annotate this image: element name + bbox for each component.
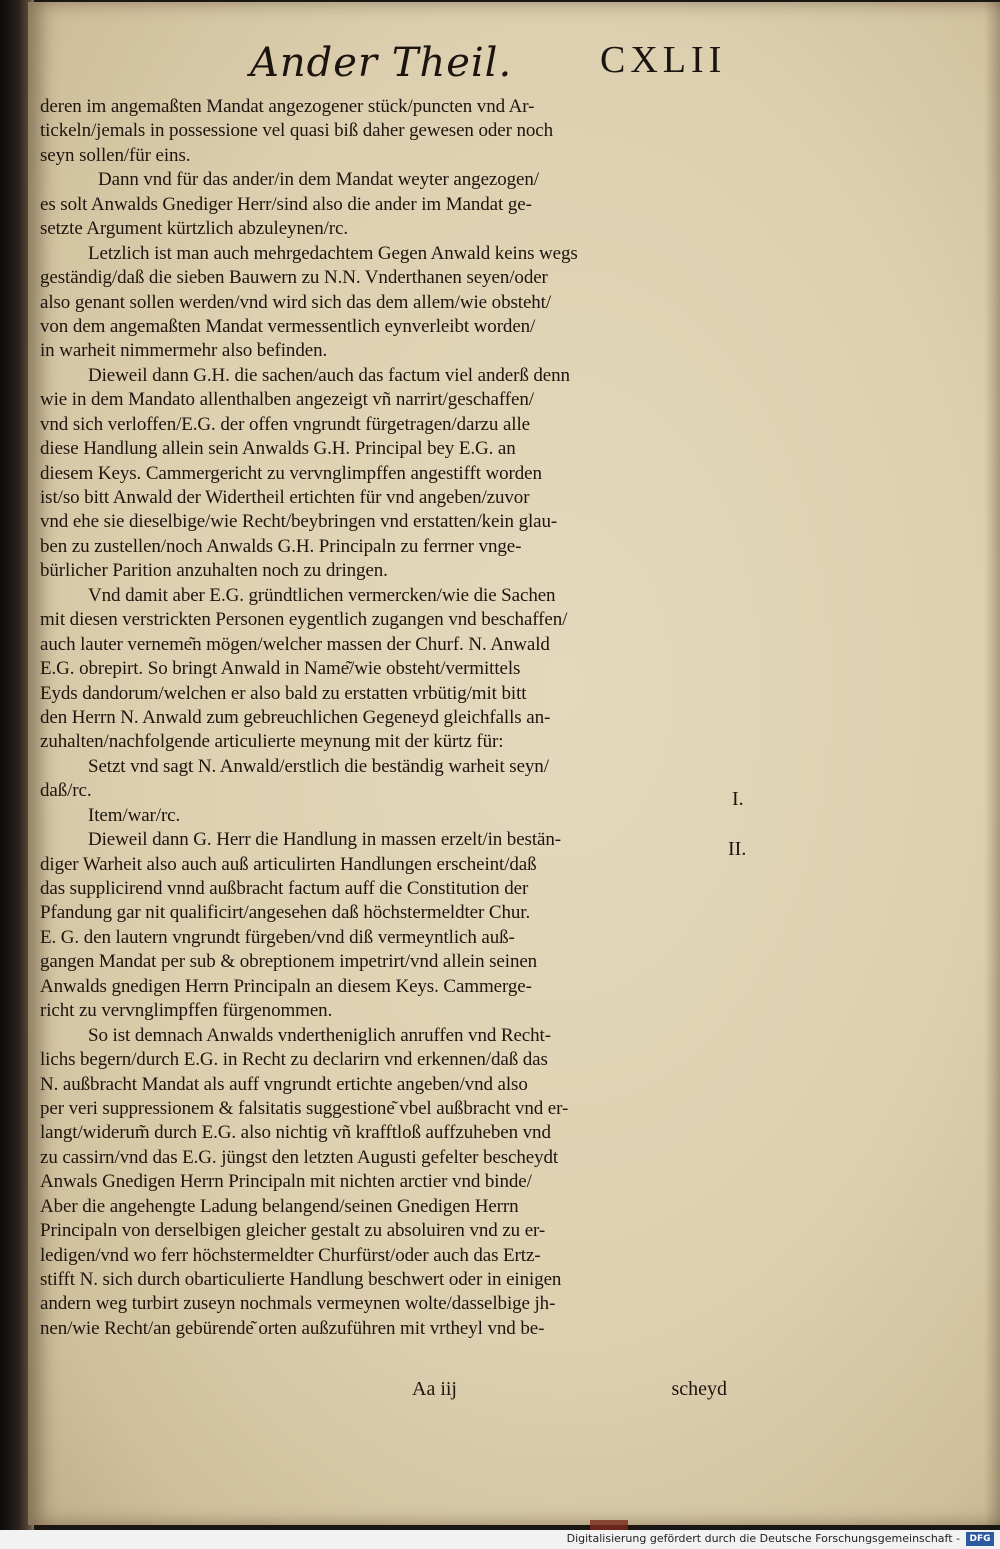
text-line: Vnd damit aber E.G. gründtlichen vermercken/wie die Sachen xyxy=(88,584,556,606)
text-line: diger Warheit also auch auß articulirten Handlungen erscheint/daß xyxy=(40,853,537,875)
text-line: das supplicirend vnnd außbracht factum auff die Constitution der xyxy=(40,878,529,899)
text-line: von dem angemaßten Mandat vermessentlich eynverleibt worden/ xyxy=(40,315,536,337)
text-line: Anwalds gnedigen Herrn Principaln an diesem Keys. Cammerge- xyxy=(40,975,532,997)
text-line: N. außbracht Mandat als auff vngrundt ertichte angeben/vnd also xyxy=(40,1073,528,1095)
catchword: scheyd xyxy=(671,1378,727,1400)
text-line: langt/widerum̃ durch E.G. also nichtig vñ krafftloß auffzuheben vnd xyxy=(40,1122,551,1144)
text-line: zu cassirn/vnd das E.G. jüngst den letzten Augusti gefelter bescheydt xyxy=(40,1146,559,1168)
text-line: ben zu zustellen/noch Anwalds G.H. Principaln zu ferrner vnge- xyxy=(40,535,522,557)
text-line: deren im angemaßten Mandat angezogener stück/puncten vnd Ar- xyxy=(40,96,535,117)
text-line: zuhalten/nachfolgende articulierte meynung mit der kürtz für: xyxy=(40,731,504,753)
marginal-note: I. xyxy=(732,788,744,810)
text-line: per veri suppressionem & falsitatis suggestione͂ vbel außbracht vnd er- xyxy=(40,1097,569,1119)
text-line: andern weg turbirt zuseyn nochmals vermeynen wolte/dasselbige jh- xyxy=(40,1293,556,1315)
signature-mark: Aa iij xyxy=(412,1378,457,1400)
dfg-logo: DFG xyxy=(966,1532,994,1546)
text-line: den Herrn N. Anwald zum gebreuchlichen Gegeneyd gleichfalls an- xyxy=(40,706,551,728)
text-line: Anwals Gnedigen Herrn Principaln mit nichten arctier vnd binde/ xyxy=(40,1171,532,1193)
text-line: diese Handlung allein sein Anwalds G.H. Principal bey E.G. an xyxy=(40,438,516,460)
text-line: Aber die angehengte Ladung belangend/seinen Gnedigen Herrn xyxy=(40,1195,519,1217)
page-marker xyxy=(590,1520,628,1530)
text-line: So ist demnach Anwalds vndertheniglich anruffen vnd Recht- xyxy=(88,1024,551,1046)
text-line: vnd sich verloffen/E.G. der offen vngrundt fürgetragen/darzu alle xyxy=(40,413,530,435)
text-line: lichs begern/durch E.G. in Recht zu declarirn vnd erkennen/daß das xyxy=(40,1049,548,1071)
text-line: setzte Argument kürtzlich abzuleynen/rc. xyxy=(40,218,348,240)
text-line: E. G. den lautern vngrundt fürgeben/vnd diß vermeyntlich auß- xyxy=(40,926,515,948)
text-line: tickeln/jemals in possessione vel quasi biß daher gewesen oder noch xyxy=(40,120,554,142)
text-line: wie in dem Mandato allenthalben angezeigt vñ narrirt/geschaffen/ xyxy=(40,389,534,411)
text-line: Dieweil dann G.H. die sachen/auch das factum viel anderß denn xyxy=(88,364,570,386)
text-line: vnd ehe sie dieselbige/wie Recht/beybringen vnd erstatten/kein glau- xyxy=(40,511,558,533)
page-edge-shadow xyxy=(984,2,1000,1525)
text-line: Item/war/rc. xyxy=(88,804,181,826)
footer-bar xyxy=(0,1530,1000,1549)
text-line: also genant sollen werden/vnd wird sich das dem allem/wie obsteht/ xyxy=(40,291,552,313)
text-line: auch lauter verneme͂n mögen/welcher massen der Churf. N. Anwald xyxy=(40,633,550,655)
text-line: E.G. obrepirt. So bringt Anwald in Name͂/wie obsteht/vermittels xyxy=(40,658,521,680)
text-line: ist/so bitt Anwald der Widertheil ertichten für vnd angeben/zuvor xyxy=(40,487,530,508)
marginal-note: II. xyxy=(728,838,747,860)
text-line: Dieweil dann G. Herr die Handlung in massen erzelt/in bestän- xyxy=(88,829,561,851)
text-line: es solt Anwalds Gnediger Herr/sind also die ander im Mandat ge- xyxy=(40,193,532,215)
text-line: Eyds dandorum/welchen er also bald zu erstatten vrbütig/mit bitt xyxy=(40,682,527,704)
text-line: mit diesen verstrickten Personen eygentlich zugangen vnd beschaffen/ xyxy=(40,609,568,631)
text-line: geständig/daß die sieben Bauwern zu N.N. Vnderthanen seyen/oder xyxy=(40,267,548,289)
text-line: gangen Mandat per sub & obreptionem impetrirt/vnd allein seinen xyxy=(40,951,538,973)
running-title: Ander Theil. xyxy=(250,40,513,86)
text-line: Setzt vnd sagt N. Anwald/erstlich die beständig warheit seyn/ xyxy=(88,755,549,777)
text-line: Pfandung gar nit qualificirt/angesehen daß höchstermeldter Chur. xyxy=(40,902,531,924)
text-line: Dann vnd für das ander/in dem Mandat weyter angezogen/ xyxy=(98,169,539,191)
body-text xyxy=(40,95,727,1341)
text-line: in warheit nimmermehr also befinden. xyxy=(40,340,328,362)
folio-number: CXLII xyxy=(600,39,727,81)
text-line: ledigen/vnd wo ferr höchstermeldter Churfürst/oder auch das Ertz- xyxy=(40,1244,541,1266)
text-line: bürlicher Parition anzuhalten noch zu dringen. xyxy=(40,560,388,582)
text-line: daß/rc. xyxy=(40,780,92,802)
text-line: seyn sollen/für eins. xyxy=(40,144,191,166)
running-head xyxy=(250,40,744,86)
text-line: Principaln von derselbigen gleicher gestalt zu absoluiren vnd zu er- xyxy=(40,1220,546,1242)
page-catchwords xyxy=(40,1378,727,1404)
text-line: diesem Keys. Cammergericht zu vervnglimpffen angestifft worden xyxy=(40,462,542,484)
text-line: nen/wie Recht/an gebürende͂ orten außzuführen mit vrtheyl vnd be- xyxy=(40,1317,545,1339)
text-line: richt zu vervnglimpffen fürgenommen. xyxy=(40,1000,333,1022)
text-line: Letzlich ist man auch mehrgedachtem Gegen Anwald keins wegs xyxy=(88,242,578,264)
text-line: stifft N. sich durch obarticulierte Handlung beschwert oder in einigen xyxy=(40,1269,562,1290)
footer-credit: Digitalisierung gefördert durch die Deutsche Forschungsgemeinschaft - xyxy=(566,1532,960,1545)
